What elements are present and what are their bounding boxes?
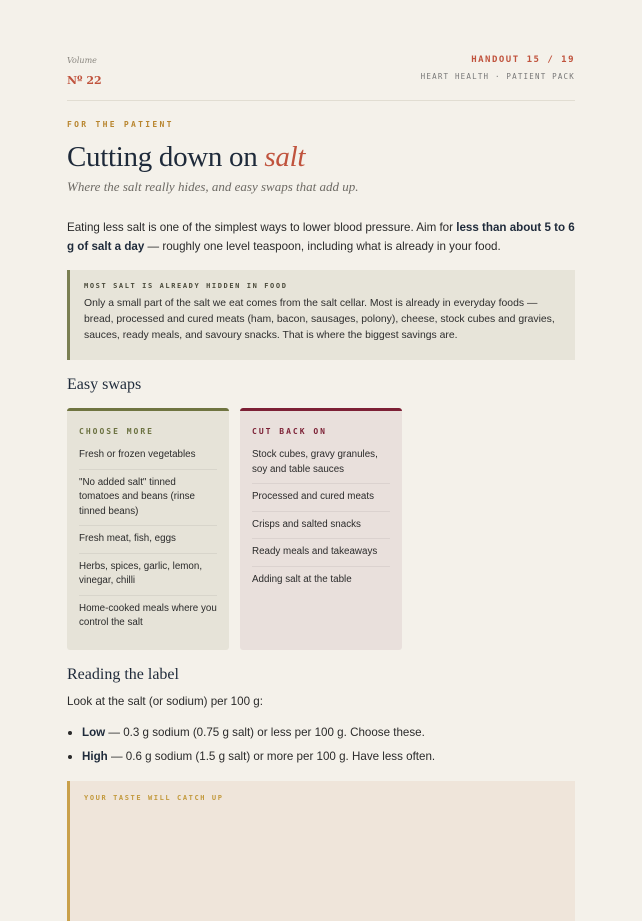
- series-label: HEART HEALTH · PATIENT PACK: [420, 72, 575, 81]
- swap-item: Home-cooked meals where you control the salt: [79, 602, 217, 628]
- callout-body: Only a small part of the salt we eat comes from the salt cellar. Most is already in everyday foods — bread, processed and cured meats (ham, bacon, sausages, polony), cheese, stock cubes and gravies, sauces, ready meals, and savoury snacks. That is where the biggest savings are.: [84, 298, 555, 342]
- swap-item: Herbs, spices, garlic, lemon, vinegar, chilli: [79, 560, 217, 596]
- eyebrow: FOR THE PATIENT: [67, 120, 174, 129]
- swap-item: Ready meals and takeaways: [252, 545, 390, 567]
- taste-callout: [67, 781, 575, 921]
- volume-number: Nº 22: [67, 74, 102, 87]
- label-heading: Reading the label: [67, 666, 179, 683]
- swap-item: Fresh or frozen vegetables: [79, 448, 217, 470]
- bullet-term: Low: [82, 726, 106, 739]
- page-subtitle: Where the salt really hides, and easy swaps that add up.: [67, 179, 359, 194]
- intro-paragraph: [67, 218, 575, 256]
- bullet-text: — 0.3 g sodium (0.75 g salt) or less per 100 g. Choose these.: [105, 726, 425, 739]
- swap-item: "No added salt" tinned tomatoes and beans (rinse tinned beans): [79, 476, 217, 527]
- swaps-heading: Easy swaps: [67, 376, 142, 393]
- taste-heading: YOUR TASTE WILL CATCH UP: [84, 794, 224, 802]
- title-main: Cutting down on: [67, 141, 265, 173]
- swap-item: Crisps and salted snacks: [252, 518, 390, 540]
- swap-item: Fresh meat, fish, eggs: [79, 532, 217, 554]
- cut-back-card: [240, 408, 402, 650]
- bullet-icon: [68, 731, 72, 735]
- swap-item: Processed and cured meats: [252, 490, 390, 512]
- swap-item: Stock cubes, gravy granules, soy and table sauces: [252, 448, 390, 484]
- list-item: [67, 726, 435, 740]
- bullet-term: High: [82, 750, 108, 763]
- callout-heading: MOST SALT IS ALREADY HIDDEN IN FOOD: [84, 282, 288, 290]
- intro-text-2: — roughly one level teaspoon, including what is already in your food.: [144, 240, 501, 253]
- swap-item: Adding salt at the table: [252, 573, 352, 585]
- bullet-text: — 0.6 g sodium (1.5 g salt) or more per 100 g. Have less often.: [107, 750, 436, 763]
- hidden-salt-callout: [67, 270, 575, 360]
- page-title: [67, 141, 305, 174]
- label-bullets: [67, 726, 435, 774]
- bullet-icon: [68, 755, 72, 759]
- intro-text-1: Eating less salt is one of the simplest ways to lower blood pressure. Aim for: [67, 221, 457, 234]
- list-item: [67, 750, 435, 764]
- choose-more-heading: CHOOSE MORE: [79, 427, 154, 436]
- page-header: [67, 52, 575, 101]
- choose-more-card: [67, 408, 229, 650]
- handout-number: HANDOUT 15 / 19: [471, 55, 575, 65]
- title-accent: salt: [264, 141, 306, 173]
- cut-back-heading: CUT BACK ON: [252, 427, 327, 436]
- volume-label: Volume: [67, 56, 97, 65]
- intro-emphasis: less than about 5 to 6 g of salt a day: [67, 221, 575, 253]
- label-intro: Look at the salt (or sodium) per 100 g:: [67, 695, 263, 708]
